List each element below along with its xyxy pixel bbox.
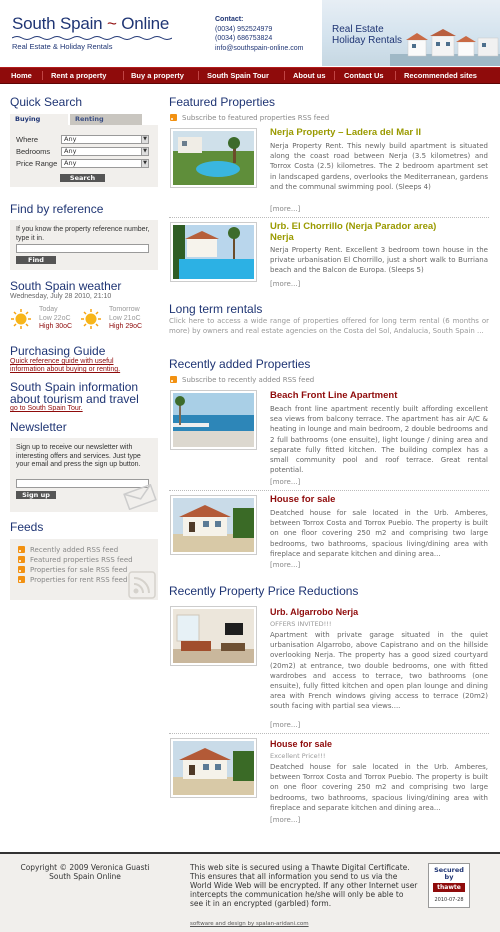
nav-contact-us[interactable]: Contact Us [344,71,384,80]
rss-watermark-icon [128,571,156,599]
nav-buy-a-property[interactable]: Buy a property [131,71,184,80]
purchasing-guide-link[interactable]: Quick reference guide with useful information about buying or renting. [10,358,121,373]
banner-text: Real Estate Holiday Rentals [332,24,403,46]
tab-renting[interactable]: Renting [70,114,142,125]
banner-houses-image [390,26,500,66]
reduction-2-title[interactable]: House for sale [270,739,333,749]
long-term-heading[interactable]: Long term rentals [169,302,263,316]
house-photo [173,741,254,795]
recent-2-title[interactable]: House for sale [270,494,336,505]
bedrooms-select[interactable]: Any ▼ [61,147,149,156]
featured-2-more-link[interactable]: [more...] [270,280,301,288]
sea-view-photo [173,393,254,447]
tomorrow-label: Tomorrow [109,306,140,313]
logo-subtitle: Real Estate & Holiday Rentals [12,42,113,51]
property-thumbnail[interactable] [170,738,257,798]
featured-2-title[interactable]: Urb. El Chorrillo (Nerja Parador area) Nerja [270,221,437,243]
newsletter-box [10,438,158,512]
tourism-link[interactable]: go to South Spain Tour. [10,405,83,412]
today-low: Low 22oC [39,315,71,322]
interior-photo [173,609,254,663]
reduction-1-more-link[interactable]: [more...] [270,721,301,729]
featured-1-title[interactable]: Nerja Property – Ladera del Mar II [270,127,422,138]
thawte-logo: thawte [433,883,465,892]
phone-2: (0034) 686753824 [215,35,273,42]
newsletter-heading: Newsletter [10,420,67,434]
recent-1-title[interactable]: Beach Front Line Apartment [270,390,398,401]
bedrooms-label: Bedrooms [16,147,51,156]
recent-2-more-link[interactable]: [more...] [270,561,301,569]
rss-icon [170,376,177,383]
feed-featured[interactable]: Featured properties RSS feed [18,556,133,564]
featured-heading: Featured Properties [169,95,276,109]
tomorrow-high: High 29oC [109,323,143,330]
pool-photo [173,225,254,279]
purchasing-guide-heading: Purchasing Guide [10,344,106,358]
reduction-2-offer: Excellent Price!!! [270,752,326,760]
site-logo[interactable] [12,14,172,51]
featured-1-desc: Nerja Property Rent. This newly build apartment is situated along the coast road between Nerja (3.5 kilometres) and Torrox Costa (2.5) kilometres. The 2 bedroom apartment set in landscaped gardens, overlooks the Mediterranean, gardens and the communal swimming pool. (Sleeps 4) [270,142,488,191]
property-thumbnail[interactable] [170,222,257,282]
reduction-1-desc: Apartment with private garage situated in the quiet urbanisation Algarrobo, above Capistrano and on the hillside overlooking Nerja. The property has a good sized courtyard (20m2) at entrance, two double bedrooms, one with fitted wardrobes and access to terrace, two bathrooms (one ensuite), fully fitted kitchen and open plan lounge and dining area with French windows giving access to terrace (20m2) south facing with partial sea views.... [270,631,488,711]
envelope-icon [123,484,157,510]
sun-icon [80,308,102,330]
recent-1-desc: Beach front line apartment recently built affording excellent sea views from balcony terrace. The apartment has air A/C & heating in lounge and main bedroom, 2 double bedrooms and 2 full bathrooms (one ensuite), light lounge / dining area and separate fully fitted kitchen. The building complex has a small community pool and roof terrace. Great rental potential. [270,405,488,475]
today-label: Today [39,306,58,313]
waves-icon [12,35,172,41]
reference-input[interactable] [16,244,149,253]
nav-home[interactable]: Home [11,71,32,80]
nav-south-spain-tour[interactable]: South Spain Tour [207,71,269,80]
site-footer [0,852,500,932]
reduction-1-title[interactable]: Urb. Algarrobo Nerja [270,607,359,617]
weather-heading: South Spain weather [10,279,122,293]
find-reference-box [10,220,158,270]
reduction-2-desc: Deatched house for sale located in the Urb. Amberes, between Torrox Costa and Torrox Puebio. The property is built on one floor covering 250 m2 and comprising two large bedrooms, two bathrooms, spacious living/dining area with fireplace and separate kitchen and dining area... [270,763,488,812]
pool-photo [173,131,254,185]
where-label: Where [16,135,39,144]
header-banner [322,0,500,66]
find-reference-text: If you know the property reference number, type it in. [16,226,150,242]
tomorrow-low: Low 21oC [109,315,141,322]
newsletter-text: Sign up to receive our newsletter with interesting offers and services. Just type your email and press the sign up button. [16,444,141,468]
main-nav [0,67,500,84]
feed-for-sale[interactable]: Properties for sale RSS feed [18,566,127,574]
long-term-text[interactable]: Click here to access a wide range of properties offered for long term rental (6 months or more) by owners and real estate agencies on the Costa del Sol, Andalucia, South Spain ... [169,317,489,336]
property-thumbnail[interactable] [170,128,257,188]
find-reference-heading: Find by reference [10,202,104,216]
price-reductions-heading: Recently Property Price Reductions [169,584,359,598]
feeds-heading: Feeds [10,520,44,534]
quick-search-box [10,114,158,187]
featured-subscribe-link[interactable]: Subscribe to featured properties RSS feed [170,114,329,122]
rss-icon [18,556,25,563]
chevron-down-icon: ▼ [141,160,148,167]
nav-rent-a-property[interactable]: Rent a property [51,71,107,80]
recent-2-desc: Deatched house for sale located in the Urb. Amberes, between Torrox Costa and Torrox Puebio. The property is built on one floor covering 250 m2 and comprising two large bedrooms, two bathrooms, spacious living/dining area with fireplace and separate kitchen and dining area... [270,509,488,558]
property-thumbnail[interactable] [170,606,257,666]
seal-date: 2010-07-28 [434,897,464,903]
design-credit-link[interactable]: software and design by spalan-aridani.com [190,921,309,927]
signup-button[interactable]: Sign up [16,491,56,499]
rss-icon [170,114,177,121]
recent-subscribe-link[interactable]: Subscribe to recently added RSS feed [170,376,314,384]
quick-search-heading: Quick Search [10,95,83,109]
rss-icon [18,546,25,553]
nav-recommended-sites[interactable]: Recommended sites [404,71,477,80]
where-select[interactable]: Any ▼ [61,135,149,144]
site-header [0,0,500,66]
contact-label: Contact: [215,16,244,23]
featured-1-more-link[interactable]: [more...] [270,205,301,213]
property-thumbnail[interactable] [170,390,257,450]
email-link[interactable]: info@southspain-online.com [215,44,304,52]
rss-icon [18,576,25,583]
price-range-label: Price Range [16,159,58,168]
copyright: Copyright © 2009 Veronica Guasti South Spain Online [20,863,150,881]
price-range-select[interactable]: Any ▼ [61,159,149,168]
certificate-text: This web site is secured using a Thawte Digital Certificate. This ensures that all information you send to us via the World Wide Web will be encrypted. If any other Internet user intercepts the communication he/she will only be able to see it in an encrypted (garbled) form. [190,863,418,908]
chevron-down-icon: ▼ [141,148,148,155]
thawte-seal[interactable]: Secured by thawte 2010-07-28 [428,863,470,908]
reduction-1-offer: OFFERS INVITED!!! [270,620,332,628]
recent-1-more-link[interactable]: [more...] [270,478,301,486]
search-button[interactable]: Search [60,174,105,182]
property-thumbnail[interactable] [170,495,257,555]
find-button[interactable]: Find [16,256,56,264]
phone-1: (0034) 952524979 [215,25,273,33]
feed-for-rent[interactable]: Properties for rent RSS feed [18,576,127,584]
chevron-down-icon: ▼ [141,136,148,143]
weather-date: Wednesday, July 28 2010, 21:10 [10,293,112,300]
today-high: High 30oC [39,323,73,330]
featured-2-desc: Nerja Property Rent. Excellent 3 bedroom town house in the private urbanisation El Chorrillo, just a short walk to Burriana beach and the Balcon de Europa. (Sleeps 5) [270,246,488,275]
reduction-2-more-link[interactable]: [more...] [270,816,301,824]
logo-title: South Spain ~ Online [12,14,170,33]
tab-buying[interactable]: Buying [10,114,68,125]
contact-block [215,15,303,53]
recently-added-heading: Recently added Properties [169,357,311,371]
house-photo [173,498,254,552]
sun-icon [10,308,32,330]
rss-icon [18,566,25,573]
nav-about-us[interactable]: About us [293,71,326,80]
tourism-heading: South Spain information about tourism and travel [10,380,139,406]
feed-recently-added[interactable]: Recently added RSS feed [18,546,118,554]
